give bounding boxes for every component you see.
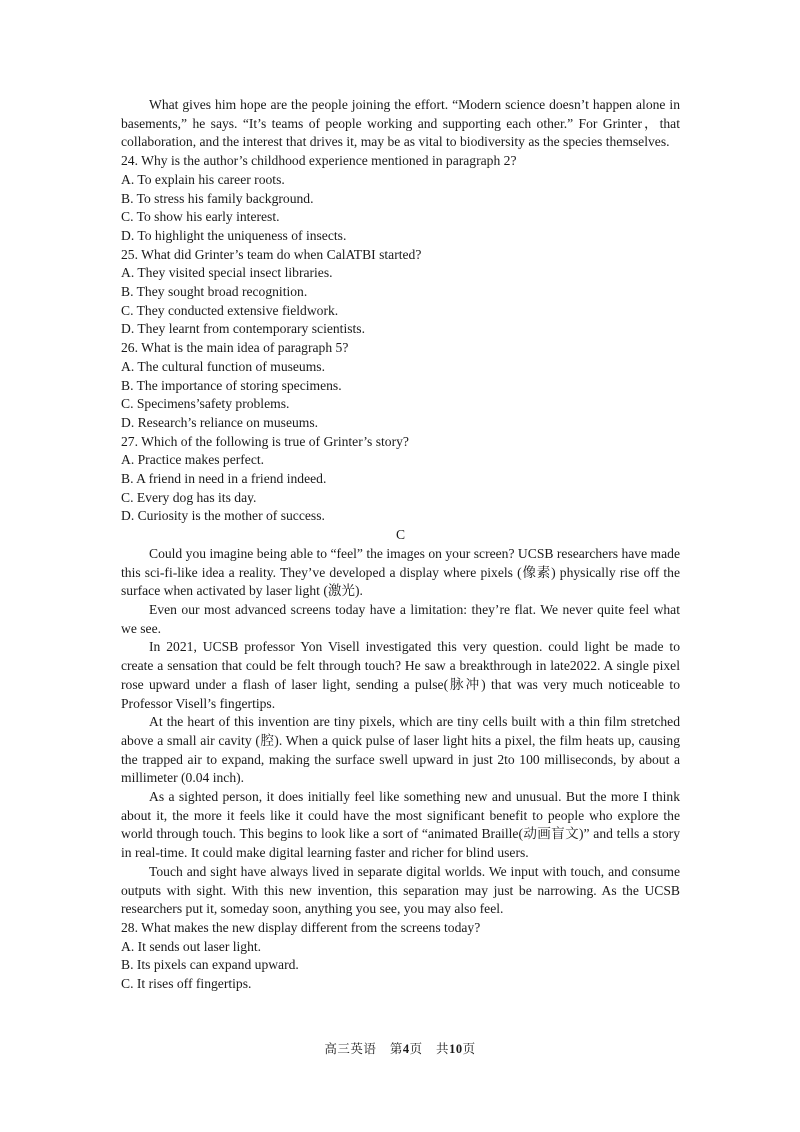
answer-option: B. The importance of storing specimens. xyxy=(121,377,342,393)
footer-total-prefix: 共 xyxy=(436,1041,450,1056)
answer-option: B. Its pixels can expand upward. xyxy=(121,957,299,973)
passage-c-paragraph: In 2021, UCSB professor Yon Visell investigated this very question. could light be made to create a sensation that could be felt through touch? He saw a breakthrough in late2022. A single pixel rose upward under a flash of laser light, sending a pulse(脉冲) that was very much noticeable to Professor Visell’s fingertips. xyxy=(121,639,680,711)
answer-option: A. They visited special insect libraries. xyxy=(121,265,333,281)
answer-option: C. Specimens’safety problems. xyxy=(121,396,290,412)
footer-page-suffix: 页 xyxy=(409,1041,423,1056)
answer-option: A. Practice makes perfect. xyxy=(121,452,265,468)
footer-total-suffix: 页 xyxy=(462,1041,476,1056)
question-25 xyxy=(121,246,680,340)
answer-option: A. The cultural function of museums. xyxy=(121,358,325,374)
answer-option: C. It rises off fingertips. xyxy=(121,976,252,992)
answer-option: C. They conducted extensive fieldwork. xyxy=(121,302,339,318)
question-28 xyxy=(121,919,680,994)
footer-total-pages: 10 xyxy=(449,1042,463,1056)
question-24 xyxy=(121,152,680,246)
passage-c-paragraph: At the heart of this invention are tiny pixels, which are tiny cells built with a thin film stretched above a small air cavity (腔). When a quick pulse of laser light hits a pixel, the film heats up, causing the trapped air to expand, making the surface swell upward in just 2to 100 milliseconds, by about a millimeter (0.04 inch). xyxy=(121,714,680,786)
footer-page-prefix: 第 xyxy=(389,1041,403,1056)
question-26 xyxy=(121,339,680,433)
question-27 xyxy=(121,433,680,527)
question-stem: 28. What makes the new display different from the screens today? xyxy=(121,919,481,935)
answer-option: C. To show his early interest. xyxy=(121,209,280,225)
passage-c-paragraph: Even our most advanced screens today have a limitation: they’re flat. We never quite feel what we see. xyxy=(121,601,680,636)
question-stem: 24. Why is the author’s childhood experience mentioned in paragraph 2? xyxy=(121,153,517,169)
answer-option: D. They learnt from contemporary scientists. xyxy=(121,321,365,337)
page-footer xyxy=(0,1039,800,1057)
answer-option: C. Every dog has its day. xyxy=(121,489,257,505)
answer-option: D. To highlight the uniqueness of insects. xyxy=(121,227,347,243)
answer-option: A. It sends out laser light. xyxy=(121,938,262,954)
section-letter-heading: C xyxy=(395,527,406,543)
passage-c xyxy=(121,545,680,919)
answer-option: D. Research’s reliance on museums. xyxy=(121,414,319,430)
answer-option: B. A friend in need in a friend indeed. xyxy=(121,471,327,487)
passage-c-paragraph: Touch and sight have always lived in separate digital worlds. We input with touch, and consume outputs with sight. With this new invention, this separation may just be narrowing. As the UCSB researchers put it, someday soon, anything you see, you may also feel. xyxy=(121,863,680,917)
question-stem: 26. What is the main idea of paragraph 5? xyxy=(121,340,349,356)
passage-c-paragraph: As a sighted person, it does initially feel like something new and unusual. But the more I think about it, the more it feels like it could have the most significant benefit to people who explore the world through touch. This begins to look like a sort of “animated Braille(动画盲文)” and tells a story in real-time. It could make digital learning faster and richer for blind users. xyxy=(121,789,680,861)
passage-c-paragraph: Could you imagine being able to “feel” the images on your screen? UCSB researchers have made this sci-fi-like idea a reality. They’ve developed a display where pixels (像素) physically rise off the surface when activated by laser light (激光). xyxy=(121,545,680,599)
question-stem: 27. Which of the following is true of Grinter’s story? xyxy=(121,433,409,449)
answer-option: B. They sought broad recognition. xyxy=(121,284,308,300)
footer-page-number: 4 xyxy=(402,1042,410,1056)
passage-b-closing-paragraph: What gives him hope are the people joining the effort. “Modern science doesn’t happen alone in basements,” he says. “It’s teams of people working and supporting each other.” For Grinter，that collaboration, and the interest that drives it, may be as vital to biodiversity as the species themselves. xyxy=(121,97,680,150)
exam-page-body xyxy=(121,96,680,994)
answer-option: B. To stress his family background. xyxy=(121,190,314,206)
question-stem: 25. What did Grinter’s team do when CalATBI started? xyxy=(121,246,422,262)
answer-option: A. To explain his career roots. xyxy=(121,171,285,187)
answer-option: D. Curiosity is the mother of success. xyxy=(121,508,325,524)
footer-subject: 高三英语 xyxy=(324,1041,377,1056)
